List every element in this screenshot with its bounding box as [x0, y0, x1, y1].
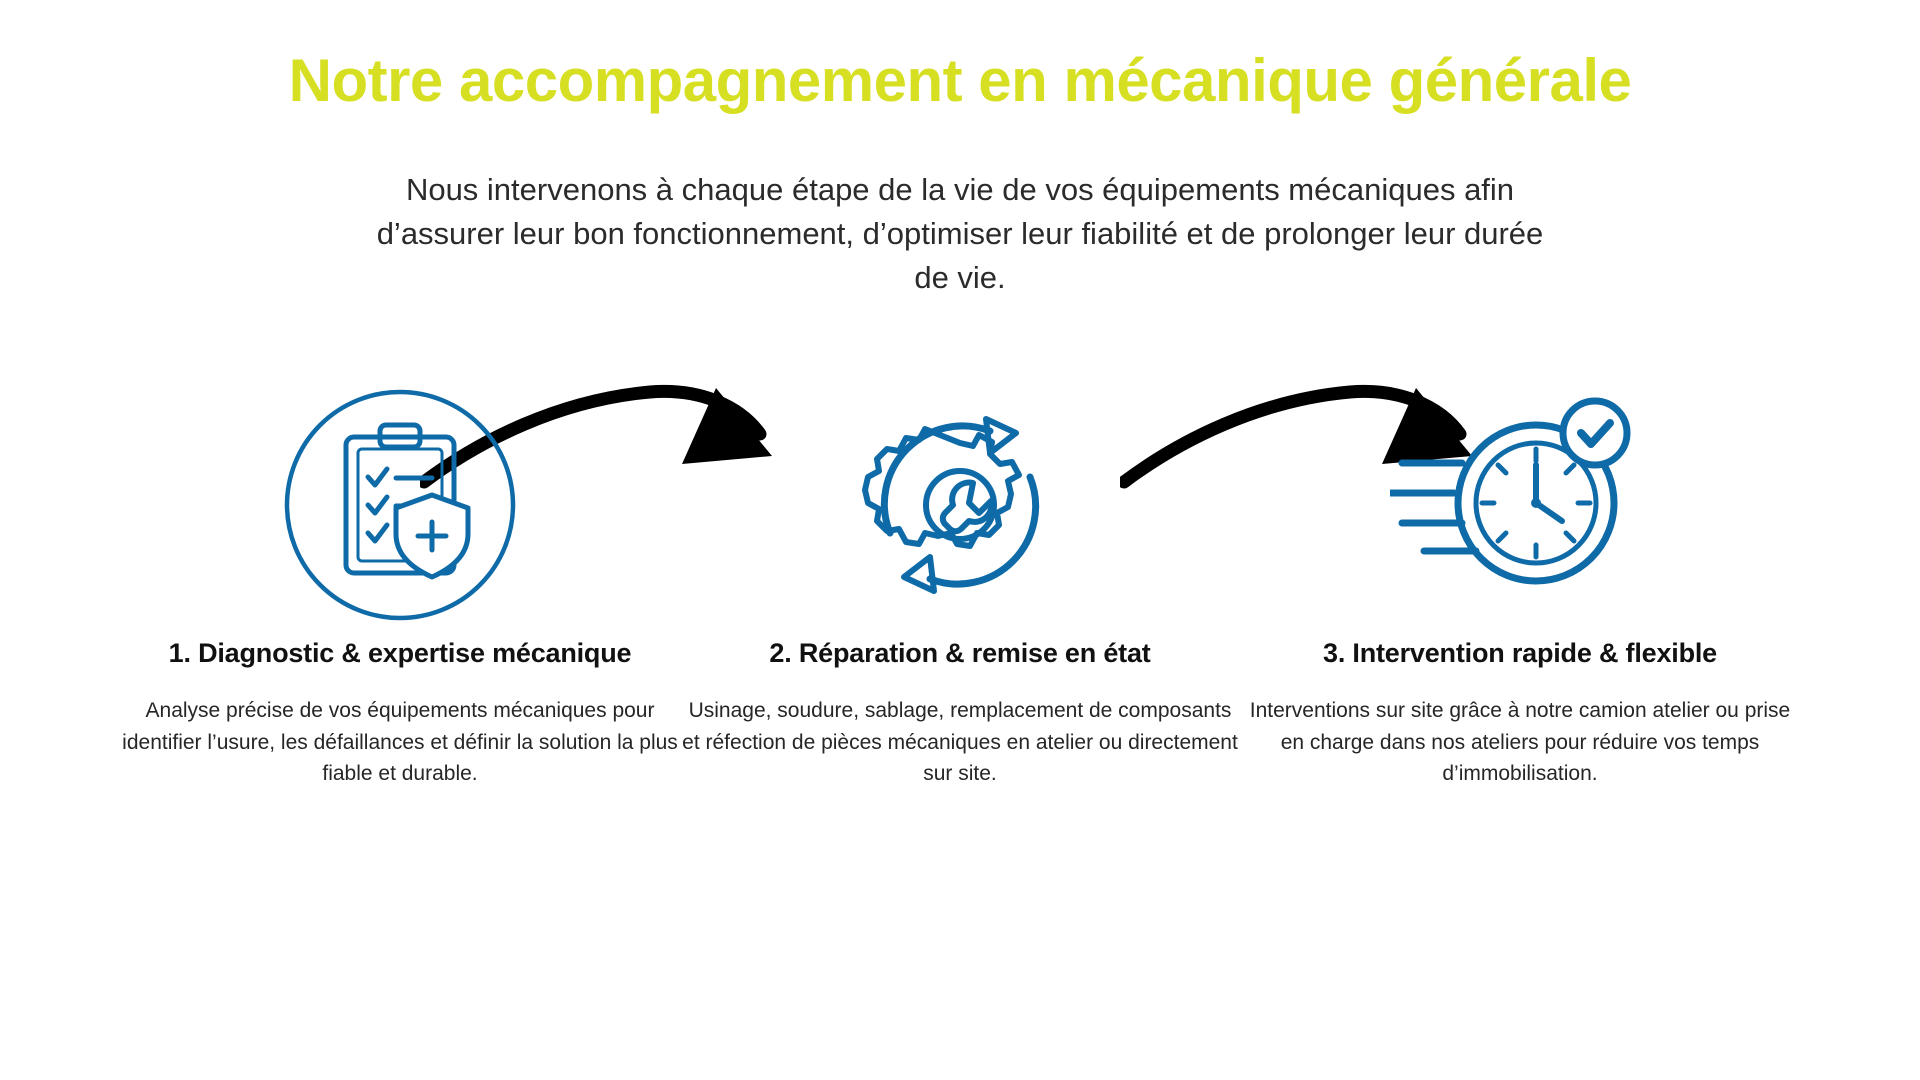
stopwatch-check-icon [1390, 380, 1650, 630]
page-subtitle: Nous intervenons à chaque étape de la vie de vos équipements mécaniques afin d’assurer leur bon fonctionnement, d’optimiser leur fiabilité et de prolonger leur durée de vie. [376, 172, 1544, 296]
step-card-1 [120, 380, 680, 790]
step-description-2: Usinage, soudure, sablage, remplacement de composants et réfection de pièces mécaniques en atelier ou directement sur site. [682, 699, 1238, 786]
step-title-1: 1. Diagnostic & expertise mécanique [168, 638, 632, 668]
step-description-3: Interventions sur site grâce à notre camion atelier ou prise en charge dans nos ateliers pour réduire vos temps d’immobilisation. [1249, 699, 1791, 786]
page-title: Notre accompagnement en mécanique générale [288, 47, 1632, 114]
step-title-3: 3. Intervention rapide & flexible [1323, 638, 1717, 668]
gear-wrench-cycle-icon [840, 380, 1080, 630]
step-title-2: 2. Réparation & remise en état [769, 638, 1151, 668]
step-card-3 [1240, 380, 1800, 790]
clipboard-shield-icon [280, 380, 520, 630]
step-description-1: Analyse précise de vos équipements mécaniques pour identifier l’usure, les défaillances et définir la solution la plus fiable et durable. [122, 699, 678, 786]
steps-row [0, 380, 1920, 790]
step-card-2 [680, 380, 1240, 790]
